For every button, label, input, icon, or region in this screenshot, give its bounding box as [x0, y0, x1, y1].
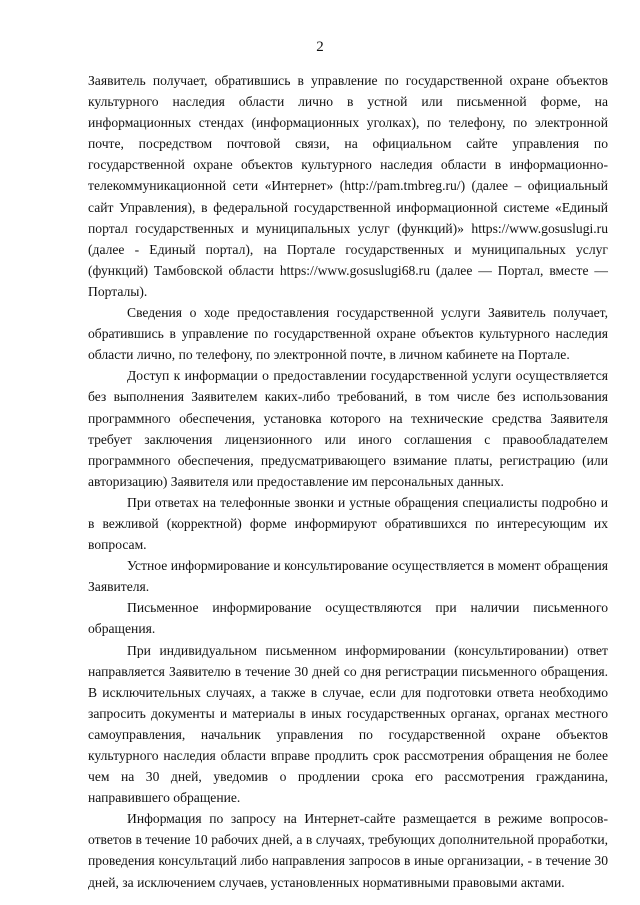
- paragraph-free-access: Доступ к информации о предоставлении государственной услуги осуществляется без выполнения Заявителем каких-либо требований, в том числе без использования программного обеспечения, установка которого на технические средства Заявителя требует заключения лицензионного или иного соглашения с правообладателем программного обеспечения, предусматривающего взимание платы, регистрацию (или авторизацию) Заявителя или предоставление им персональных данных.: [88, 368, 608, 489]
- paragraph-phone-answers: При ответах на телефонные звонки и устные обращения специалисты подробно и в вежливой (корректной) форме информируют обратившихся по интересующим их вопросам.: [88, 494, 608, 553]
- paragraph-oral-consulting: Устное информирование и консультирование осуществляется в момент обращения Заявителя.: [88, 558, 608, 595]
- page-number: 2: [316, 39, 324, 55]
- paragraph-applicant-info-channels: Заявитель получает, обратившись в управление по государственной охране объектов культурного наследия области лично в устной или письменной форме, на информационных стендах (информационных уголках), по телефону, по электронной почте, посредством почтовой связи, на официальном сайте управления по государственной охране объектов культурного наследия области в информационно-телекоммуникационной сети «Интернет» (http://pam.tmbreg.ru/) (далее – официальный сайт Управления), в федеральной государственной информационной системе «Единый портал государственных и муниципальных услуг (функций)» https://www.gosuslugi.ru (далее - Единый портал), на Портале государственных и муниципальных услуг (функций) Тамбовской области https://www.gosuslugi68.ru (далее — Портал, вместе — Порталы).: [88, 73, 608, 299]
- paragraph-website-requests: Информация по запросу на Интернет-сайте размещается в режиме вопросов-ответов в течение 10 рабочих дней, а в случаях, требующих дополнительной проработки, проведения консультаций либо направления запросов в иные организации, - в течение 30 дней, за исключением случаев, установленных нормативными правовыми актами.: [88, 811, 608, 890]
- paragraph-service-status-info: Сведения о ходе предоставления государственной услуги Заявитель получает, обратившись в управление по государственной охране объектов культурного наследия области лично, по телефону, по электронной почте, в личном кабинете на Портале.: [88, 305, 608, 363]
- paragraph-individual-written-answer: При индивидуальном письменном информировании (консультировании) ответ направляется Заявителю в течение 30 дней со дня регистрации письменного обращения. В исключительных случаях, а также в случае, если для подготовки ответа необходимо запросить документы и материалы в иных государственных органах, органах местного самоуправления, начальник управления по государственной охране объектов культурного наследия области вправе продлить срок рассмотрения обращения не более чем на 30 дней, уведомив о продлении срока его рассмотрения гражданина, направившего обращение.: [88, 642, 608, 806]
- paragraph-written-informing: Письменное информирование осуществляются при наличии письменного обращения.: [88, 600, 608, 637]
- document-body: [88, 70, 608, 893]
